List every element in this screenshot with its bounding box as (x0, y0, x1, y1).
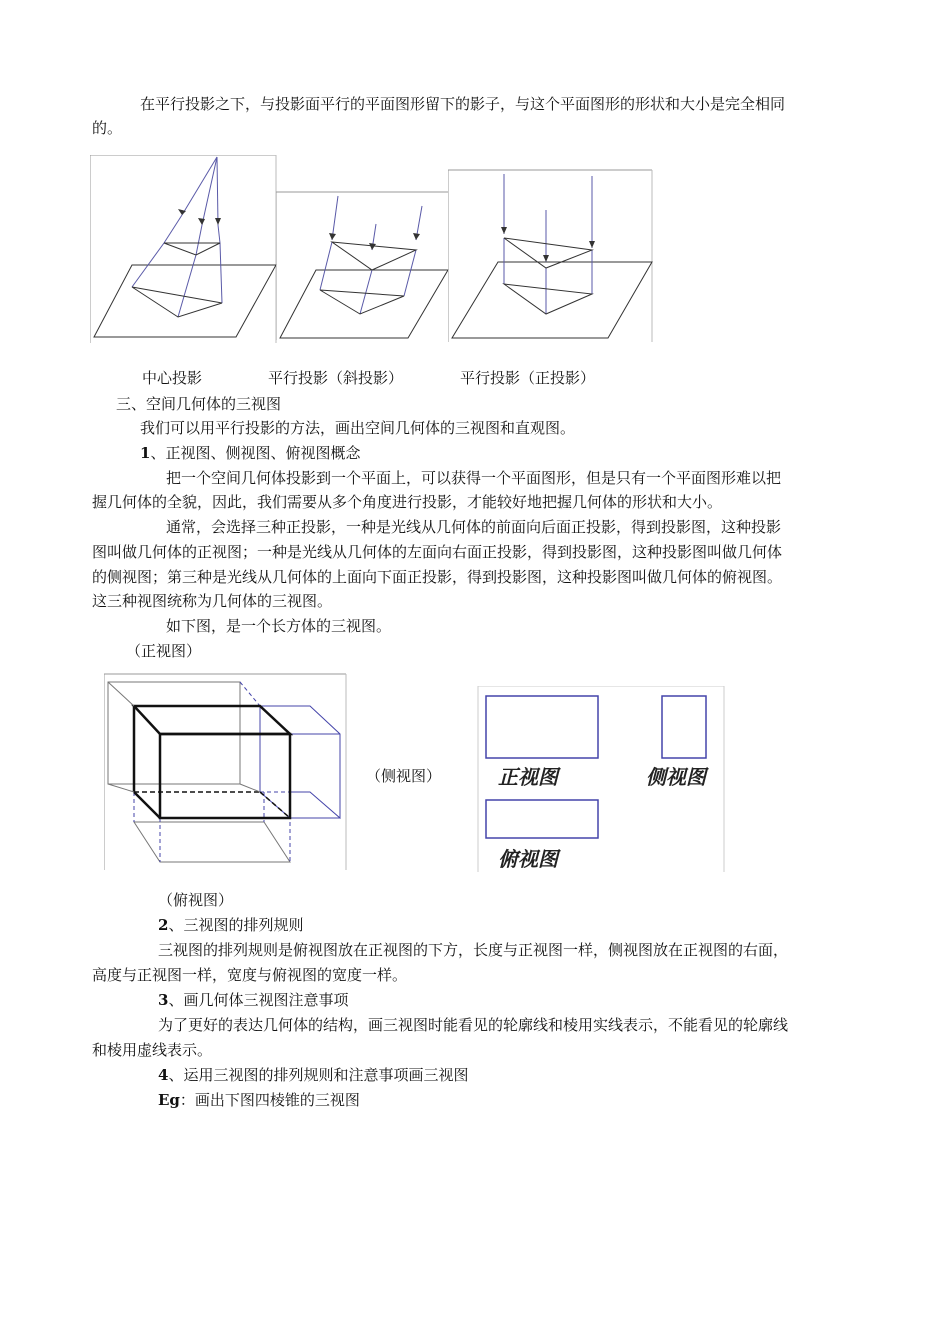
side-view-rect (662, 696, 706, 758)
caption-central-projection: 中心投影 (142, 369, 203, 387)
central-projection-figure (90, 155, 278, 345)
intro-line-2: 的。 (92, 119, 123, 137)
para1-line-1: 把一个空间几何体投影到一个平面上，可以获得一个平面图形，但是只有一个平面图形难以把 (166, 469, 782, 487)
example-text: ：画出下图四棱锥的三视图 (179, 1091, 360, 1109)
subheading-2-num: 2 (158, 916, 169, 934)
subheading-3-num: 3 (158, 991, 169, 1009)
subheading-3-title: 、画几何体三视图注意事项 (168, 991, 349, 1009)
label-side-view: （侧视图） (366, 767, 442, 785)
para2-line-1: 通常，会选择三种正投影，一种是光线从几何体的前面向后面正投影，得到投影图，这种投影 (166, 518, 782, 536)
subheading-4-num: 4 (158, 1066, 169, 1084)
caption-oblique-projection: 平行投影（斜投影） (268, 369, 404, 387)
three-views-figure (476, 686, 726, 874)
top-view-label: 俯视图 (498, 847, 558, 871)
front-view-rect (486, 696, 598, 758)
para5-line-2: 和棱用虚线表示。 (92, 1041, 213, 1059)
subheading-4-title: 、运用三视图的排列规则和注意事项画三视图 (168, 1066, 469, 1084)
section3-intro: 我们可以用平行投影的方法，画出空间几何体的三视图和直观图。 (140, 419, 576, 437)
para5-line-1: 为了更好的表达几何体的结构，画三视图时能看见的轮廓线和棱用实线表示，不能看见的轮廓线 (158, 1016, 789, 1034)
para2-line-2: 图叫做几何体的正视图；一种是光线从几何体的左面向右面正投影，得到投影图，这种投影图叫做几何体 (92, 543, 783, 561)
subheading-1 (140, 441, 360, 465)
side-view-label: 侧视图 (646, 765, 706, 789)
para3: 如下图，是一个长方体的三视图。 (166, 617, 392, 635)
subheading-1-title: 、正视图、侧视图、俯视图概念 (150, 444, 361, 462)
para4-line-2: 高度与正视图一样，宽度与俯视图的宽度一样。 (92, 966, 408, 984)
top-view-rect (486, 800, 598, 838)
section3-heading: 三、空间几何体的三视图 (116, 395, 282, 413)
orthographic-projection-figure (448, 168, 654, 344)
subheading-4 (158, 1063, 468, 1087)
oblique-projection-figure (276, 190, 450, 342)
para2-line-3: 的侧视图；第三种是光线从几何体的上面向下面正投影，得到投影图，这种投影图叫做几何体的俯视图。 (92, 568, 783, 586)
caption-orthographic-projection: 平行投影（正投影） (460, 369, 596, 387)
subheading-3 (158, 988, 348, 1012)
front-view-label: 正视图 (498, 765, 558, 789)
para4-line-1: 三视图的排列规则是俯视图放在正视图的下方，长度与正视图一样，侧视图放在正视图的右面， (158, 941, 789, 959)
subheading-1-num: 1 (140, 444, 151, 462)
label-front-view: （正视图） (126, 642, 202, 660)
subheading-2 (158, 913, 303, 937)
subheading-2-title: 、三视图的排列规则 (168, 916, 304, 934)
label-top-view: （俯视图） (158, 891, 234, 909)
intro-line-1: 在平行投影之下，与投影面平行的平面图形留下的影子，与这个平面图形的形状和大小是完全相同 (140, 95, 786, 113)
para1-line-2: 握几何体的全貌，因此，我们需要从多个角度进行投影，才能较好地把握几何体的形状和大小。 (92, 493, 723, 511)
example-line (158, 1088, 360, 1112)
example-prefix: Eg (158, 1091, 180, 1109)
para2-line-4: 这三种视图统称为几何体的三视图。 (92, 592, 333, 610)
cuboid-projection-figure (104, 672, 348, 872)
